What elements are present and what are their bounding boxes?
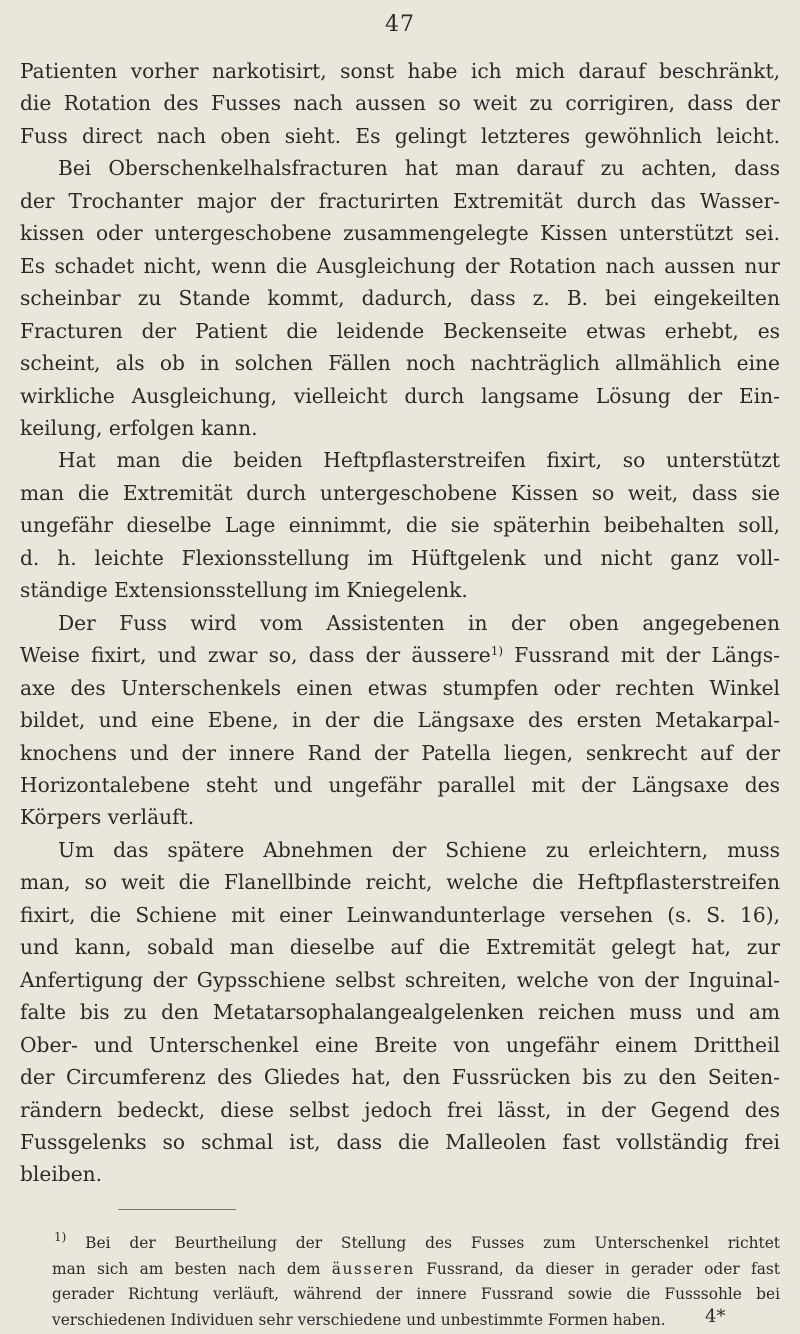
text-line: Hat man die beiden Heftpflasterstreifen fixirt, so unterstützt [58, 448, 780, 473]
footnote-text: Fussrand, da dieser in gerader oder fast [426, 1259, 780, 1278]
footnote-line [52, 1257, 780, 1283]
text-fragment: Fussrand mit der Längs- [503, 643, 780, 668]
text-line: ständige Extensionsstellung im Kniegelenk. [20, 578, 468, 603]
text-line: scheinbar zu Stande kommt, dadurch, dass z. B. bei eingekeilten [20, 286, 780, 311]
footnote-line: verschiedenen Individuen sehr verschiedene und unbestimmte Formen haben. [52, 1310, 666, 1329]
text-line: fixirt, die Schiene mit einer Leinwandunterlage versehen (s. S. 16), [20, 902, 780, 927]
text-line: Es schadet nicht, wenn die Ausgleichung der Rotation nach aussen nur [20, 253, 780, 278]
text-line: falte bis zu den Metatarsophalangealgelenken reichen muss und am [20, 1000, 780, 1025]
text-line: Fussgelenks so schmal ist, dass die Malleolen fast vollständig frei [20, 1129, 780, 1154]
text-line: bildet, und eine Ebene, in der die Längsaxe des ersten Metakarpal- [20, 708, 780, 733]
footnote [52, 1231, 780, 1333]
footnote-marker: 1) [54, 1230, 67, 1244]
text-line: Fuss direct nach oben sieht. Es gelingt letzteres gewöhnlich leicht. [20, 123, 780, 148]
text-line: der Trochanter major der fracturirten Extremität durch das Wasser- [20, 188, 780, 213]
text-line: Um das spätere Abnehmen der Schiene zu erleichtern, muss [58, 837, 780, 862]
text-line: kissen oder untergeschobene zusammengelegte Kissen unterstützt sei. [20, 221, 780, 246]
footnote-line: gerader Richtung verläuft, während der innere Fussrand sowie die Fusssohle bei [52, 1285, 780, 1303]
text-line: bleiben. [20, 1162, 103, 1187]
text-line: scheint, als ob in solchen Fällen noch nachträglich allmählich eine [20, 351, 780, 376]
text-line: man die Extremität durch untergeschobene Kissen so weit, dass sie [20, 480, 780, 505]
footnote-text: man sich am besten nach dem [52, 1259, 321, 1278]
text-line: Ober- und Unterschenkel eine Breite von ungefähr einem Drittheil [20, 1032, 780, 1057]
text-line: d. h. leichte Flexionsstellung im Hüftgelenk und nicht ganz voll- [20, 545, 780, 570]
text-line: rändern bedeckt, diese selbst jedoch frei lässt, in der Gegend des [20, 1097, 780, 1122]
body-text [20, 55, 780, 1191]
spaced-emphasis: äusseren [331, 1259, 415, 1278]
text-line-with-footnote-ref [20, 639, 780, 671]
text-line: keilung, erfolgen kann. [20, 415, 258, 440]
text-line: ungefähr dieselbe Lage einnimmt, die sie späterhin beibehalten soll, [20, 513, 780, 538]
text-line: Der Fuss wird vom Assistenten in der oben angegebenen [58, 610, 780, 635]
text-line: die Rotation des Fusses nach aussen so weit zu corrigiren, dass der [20, 91, 780, 116]
text-line: Körpers verläuft. [20, 805, 195, 830]
footnote-line [52, 1231, 780, 1257]
text-line: axe des Unterschenkels einen etwas stumpfen oder rechten Winkel [20, 675, 780, 700]
text-fragment: Weise fixirt, und zwar so, dass der äussere [20, 643, 491, 668]
text-line: Horizontalebene steht und ungefähr parallel mit der Längsaxe des [20, 772, 780, 797]
text-line: Fracturen der Patient die leidende Beckenseite etwas erhebt, es [20, 318, 780, 343]
text-line: Anfertigung der Gypsschiene selbst schreiten, welche von der Inguinal- [20, 967, 780, 992]
text-line: wirkliche Ausgleichung, vielleicht durch langsame Lösung der Ein- [20, 383, 780, 408]
page-number: 47 [385, 12, 415, 37]
footnote-divider [118, 1209, 236, 1210]
text-line: man, so weit die Flanellbinde reicht, welche die Heftpflasterstreifen [20, 870, 780, 895]
text-line: knochens und der innere Rand der Patella liegen, senkrecht auf der [20, 740, 780, 765]
footnote-text: Bei der Beurtheilung der Stellung des Fusses zum Unterschenkel richtet [66, 1234, 780, 1252]
text-line: der Circumferenz des Gliedes hat, den Fussrücken bis zu den Seiten- [20, 1065, 780, 1090]
signature-mark: 4* [705, 1306, 726, 1327]
text-line: Bei Oberschenkelhalsfracturen hat man darauf zu achten, dass [58, 156, 780, 181]
text-line: und kann, sobald man dieselbe auf die Extremität gelegt hat, zur [20, 935, 780, 960]
footnote-reference: 1) [490, 644, 504, 659]
text-line: Patienten vorher narkotisirt, sonst habe ich mich darauf beschränkt, [20, 59, 780, 83]
